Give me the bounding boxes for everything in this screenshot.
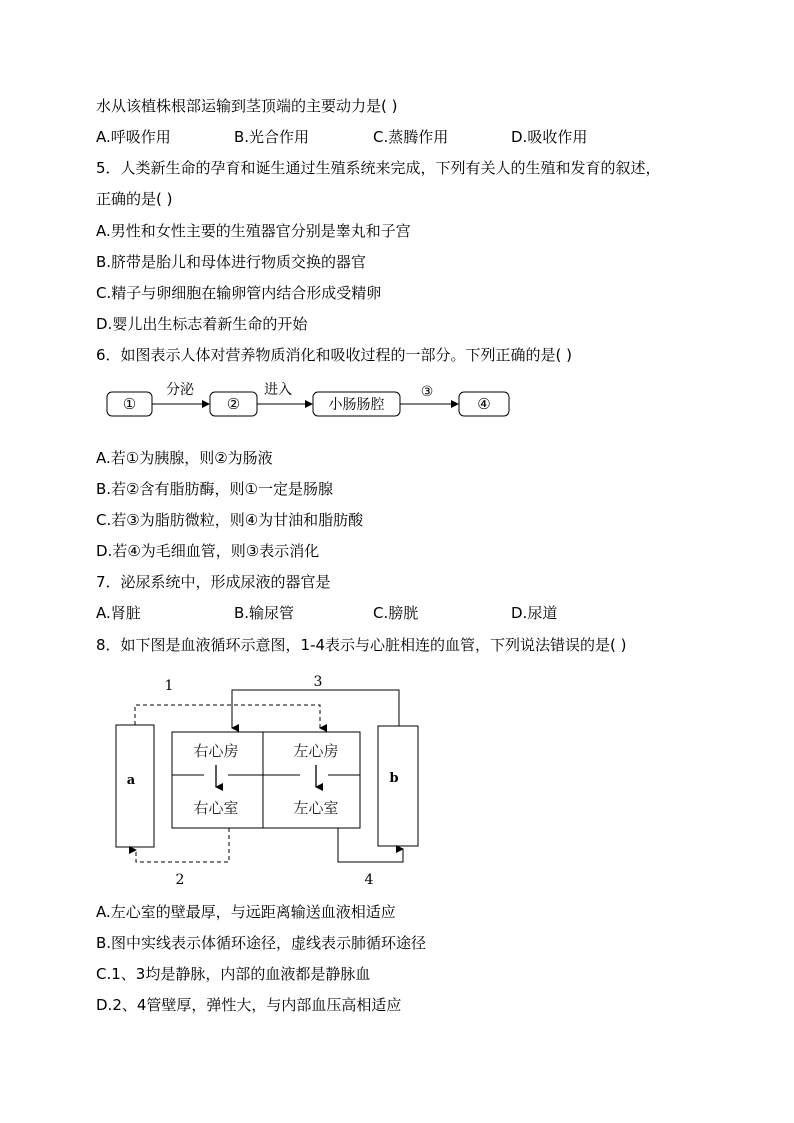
vessel-1-path: [135, 705, 320, 728]
vessel-a-label: a: [126, 773, 136, 788]
q4-option-b: B.光合作用: [234, 128, 310, 146]
q6-option-c: C.若③为脂肪微粒，则④为甘油和脂肪酸: [96, 511, 364, 529]
q6-box-1-label: ①: [122, 395, 137, 413]
left-atrium-label: 左心房: [293, 742, 339, 760]
q6-flow-diagram: [0, 370, 794, 430]
vessel-1-label: 1: [164, 678, 174, 694]
q8-option-c: C.1、3均是静脉，内部的血液都是静脉血: [96, 965, 371, 983]
q8-option-b: B.图中实线表示体循环途径，虚线表示肺循环途径: [96, 934, 427, 952]
q5-stem-line2: 正确的是( ): [96, 190, 173, 208]
q4-option-d: D.吸收作用: [511, 128, 588, 146]
vessel-2-label: 2: [175, 872, 185, 888]
q5-stem-line1: 5．人类新生命的孕育和诞生通过生殖系统来完成，下列有关人的生殖和发育的叙述，: [96, 159, 661, 177]
q8-circulation-diagram: [0, 670, 794, 895]
vessel-3-path: [232, 690, 399, 728]
right-ventricle-label: 右心室: [193, 799, 239, 817]
q4-option-a: A.呼吸作用: [96, 128, 171, 146]
q6-arrow-2-label: 进入: [264, 382, 292, 398]
q6-box-4-label: ④: [477, 395, 491, 413]
q6-arrow-1-label: 分泌: [166, 382, 194, 398]
vessel-4-label: 4: [364, 872, 374, 888]
q8-stem: 8．如下图是血液循环示意图，1-4表示与心脏相连的血管，下列说法错误的是( ): [96, 636, 627, 654]
q8-option-d: D.2、4管壁厚，弹性大，与内部血压高相适应: [96, 996, 402, 1014]
q6-stem: 6．如图表示人体对营养物质消化和吸收过程的一部分。下列正确的是( ): [96, 346, 573, 364]
q7-stem: 7．泌尿系统中，形成尿液的器官是: [96, 573, 331, 591]
q4-option-c: C.蒸腾作用: [373, 128, 449, 146]
q8-option-a: A.左心室的壁最厚，与远距离输送血液相适应: [96, 903, 396, 921]
q5-option-d: D.婴儿出生标志着新生命的开始: [96, 315, 308, 333]
left-ventricle-label: 左心室: [293, 799, 339, 817]
q7-option-a: A.肾脏: [96, 604, 141, 622]
vessel-3-label: 3: [313, 674, 323, 690]
q4-stem: 水从该植株根部运输到茎顶端的主要动力是( ): [96, 97, 398, 115]
q7-option-c: C.膀胱: [373, 604, 419, 622]
q6-option-d: D.若④为毛细血管，则③表示消化: [96, 542, 320, 560]
vessel-b-box: [378, 726, 418, 846]
q6-option-a: A.若①为胰腺，则②为肠液: [96, 449, 273, 467]
q7-option-d: D.尿道: [511, 604, 558, 622]
right-atrium-label: 右心房: [193, 742, 239, 760]
q6-arrow-3-label: ③: [420, 384, 434, 400]
q5-option-a: A.男性和女性主要的生殖器官分别是睾丸和子宫: [96, 222, 411, 240]
q7-option-b: B.输尿管: [234, 604, 295, 622]
q5-option-b: B.脐带是胎儿和母体进行物质交换的器官: [96, 253, 367, 271]
q5-option-c: C.精子与卵细胞在输卵管内结合形成受精卵: [96, 284, 382, 302]
vessel-b-label: b: [389, 771, 399, 786]
q6-option-b: B.若②含有脂肪酶，则①一定是肠腺: [96, 480, 333, 498]
q6-box-3-label: 小肠肠腔: [328, 397, 385, 413]
q6-box-2-label: ②: [226, 395, 241, 413]
